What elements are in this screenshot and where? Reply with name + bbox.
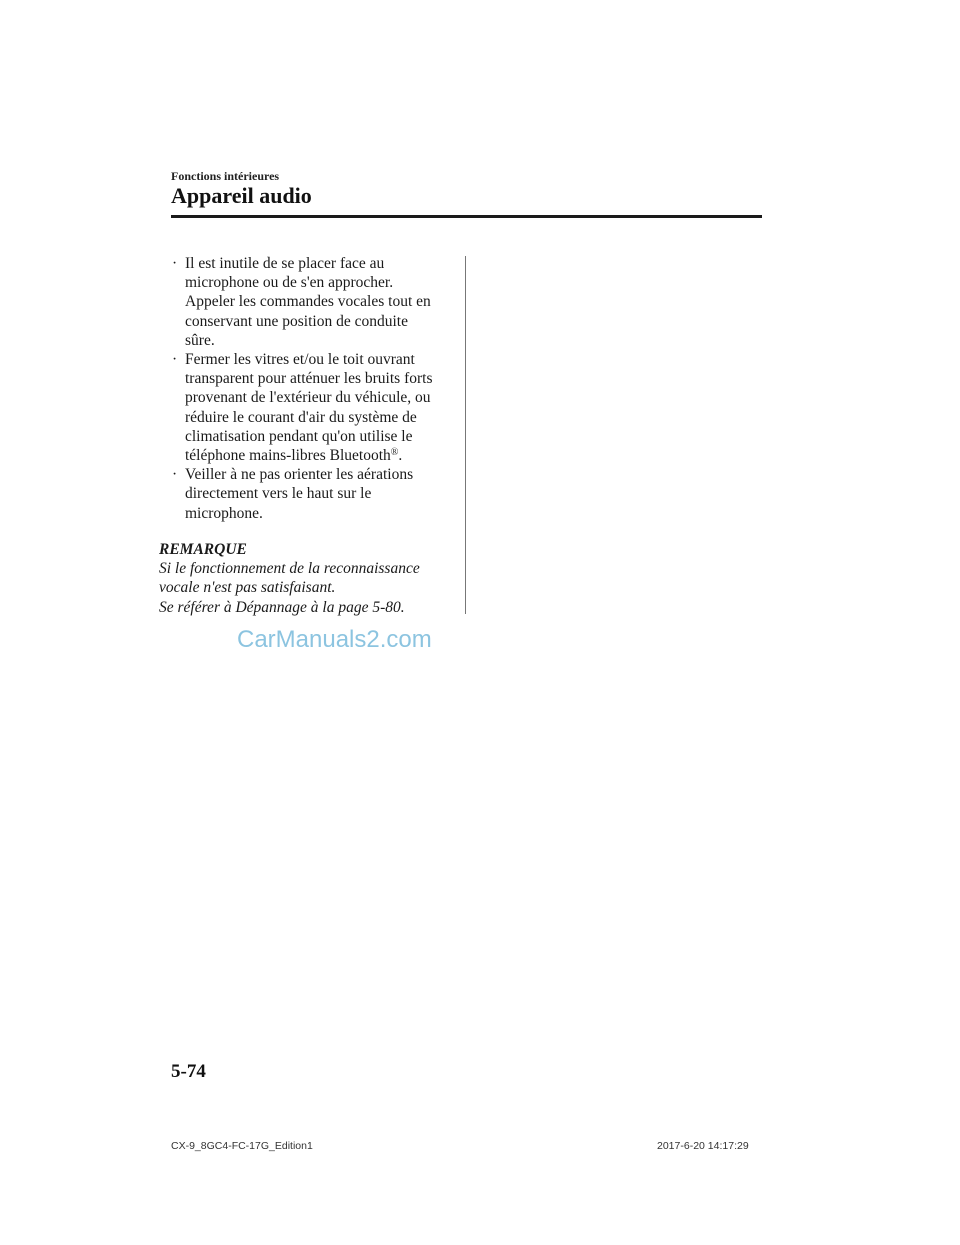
bullet-item: [172, 254, 454, 350]
note-line: Si le fonctionnement de la reconnaissance: [159, 560, 420, 578]
bullet-line: réduire le courant d'air du système de: [185, 408, 417, 426]
section-label: Fonctions intérieures: [171, 169, 280, 183]
bullet-line: provenant de l'extérieur du véhicule, ou: [185, 389, 431, 407]
note-line: Se référer à Dépannage à la page 5-80.: [159, 598, 405, 616]
footer-timestamp: 2017-6-20 14:17:29: [657, 1140, 749, 1152]
bullet-item: [172, 350, 454, 465]
bullet-line: directement vers le haut sur le: [185, 485, 372, 503]
bullet-dot: ·: [172, 466, 178, 484]
note-block: [159, 540, 459, 617]
bullet-line: sûre.: [185, 331, 215, 349]
bullet-line-end: .: [398, 447, 403, 465]
bullet-line: Fermer les vitres et/ou le toit ouvrant: [185, 351, 415, 369]
bullet-line: Appeler les commandes vocales tout en: [185, 293, 431, 311]
bullet-dot: ·: [172, 255, 178, 272]
bullet-item: [172, 465, 454, 523]
note-line: vocale n'est pas satisfaisant.: [159, 579, 336, 597]
bullet-line: microphone.: [185, 504, 263, 522]
registered-trademark: ®: [390, 447, 399, 459]
bullet-line: conservant une position de conduite: [185, 312, 408, 330]
bullet-line: téléphone mains-libres Bluetooth: [185, 447, 391, 465]
footer-edition: CX-9_8GC4-FC-17G_Edition1: [171, 1140, 313, 1152]
bullet-list: [172, 254, 454, 523]
watermark-logo: CarManuals2.com: [237, 626, 432, 653]
page-title: Appareil audio: [171, 183, 312, 208]
page-number: 5-74: [171, 1061, 206, 1082]
bullet-line: climatisation pendant qu'on utilise le: [185, 427, 413, 445]
bullet-line: Veiller à ne pas orienter les aérations: [185, 466, 414, 484]
note-heading: REMARQUE: [159, 541, 247, 558]
bullet-line: Il est inutile de se placer face au: [185, 255, 385, 272]
title-rule: [171, 215, 762, 218]
bullet-line: transparent pour atténuer les bruits forts: [185, 370, 433, 388]
bullet-line: microphone ou de s'en approcher.: [185, 274, 394, 292]
column-divider: [465, 256, 466, 614]
bullet-dot: ·: [172, 351, 178, 369]
